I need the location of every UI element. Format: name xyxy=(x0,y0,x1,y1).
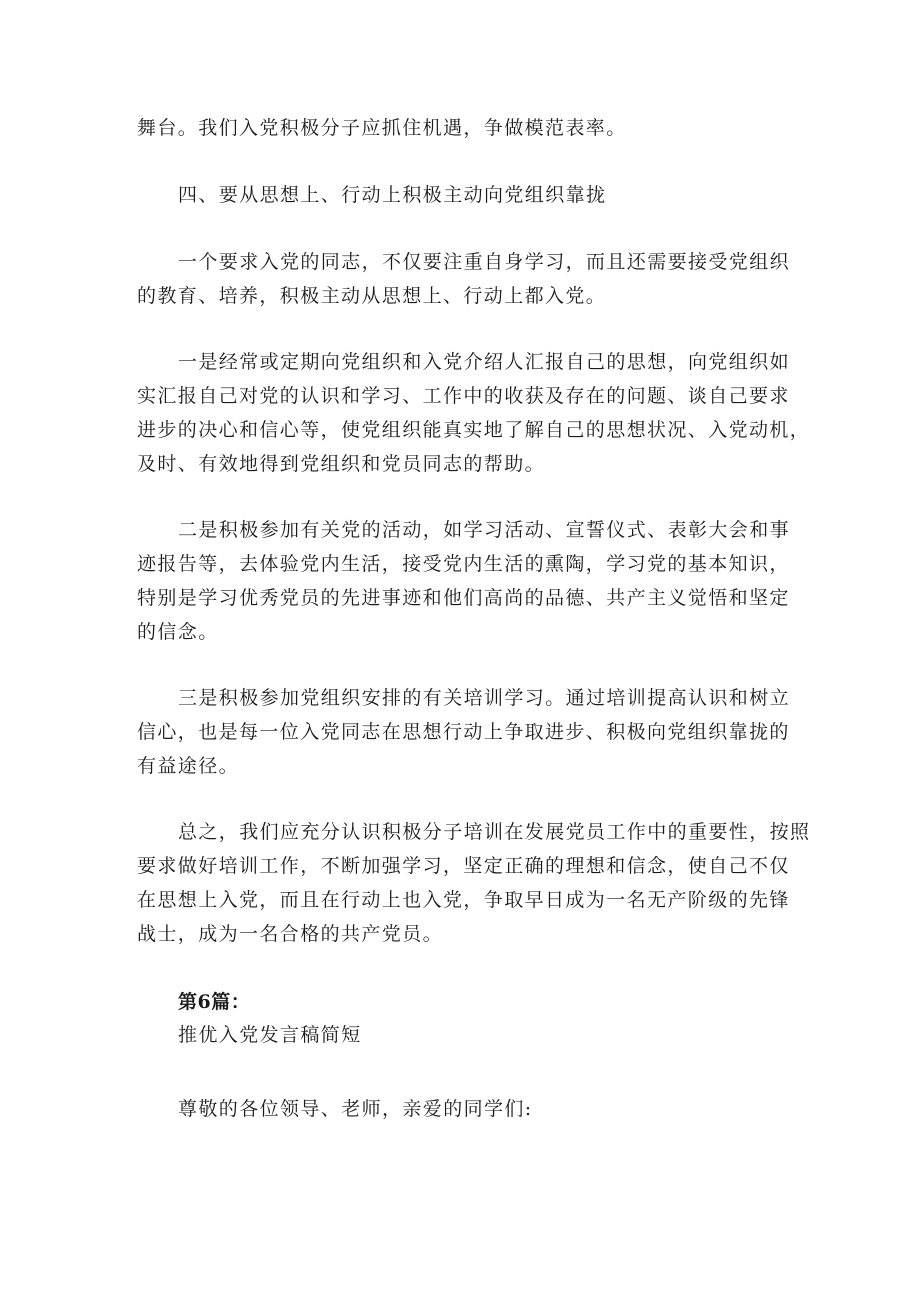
paragraph-line: 一是经常或定期向党组织和入党介绍人汇报自己的思想，向党组织如 xyxy=(178,351,791,373)
paragraph-line: 一个要求入党的同志，不仅要注重自身学习，而且还需要接受党组织 xyxy=(178,251,791,273)
paragraph-line: 总之，我们应充分认识积极分子培训在发展党员工作中的重要性，按照 xyxy=(178,821,811,843)
paragraph-line: 迹报告等，去体验党内生活，接受党内生活的熏陶，学习党的基本知识， xyxy=(137,553,790,575)
paragraph-line: 及时、有效地得到党组织和党员同志的帮助。 xyxy=(137,453,546,475)
section-label: 第6篇： xyxy=(178,991,251,1013)
paragraph-line: 战士，成为一名合格的共产党员。 xyxy=(137,923,444,945)
section-title: 推优入党发言稿简短 xyxy=(178,1024,362,1046)
paragraph-line: 三是积极参加党组织安排的有关培训学习。通过培训提高认识和树立 xyxy=(178,687,791,709)
paragraph-line: 二是积极参加有关党的活动，如学习活动、宣誓仪式、表彰大会和事 xyxy=(178,519,791,541)
paragraph-line: 的信念。 xyxy=(137,621,219,643)
paragraph-line: 的教育、培养，积极主动从思想上、行动上都入党。 xyxy=(137,285,607,307)
paragraph-line: 信心，也是每一位入党同志在思想行动上争取进步、积极向党组织靠拢的 xyxy=(137,721,790,743)
paragraph-line: 在思想上入党，而且在行动上也入党，争取早日成为一名无产阶级的先锋 xyxy=(137,889,790,911)
paragraph-line: 要求做好培训工作，不断加强学习，坚定正确的理想和信念，使自己不仅 xyxy=(137,855,790,877)
paragraph-line: 舞台。我们入党积极分子应抓住机遇，争做模范表率。 xyxy=(137,117,627,139)
salutation: 尊敬的各位领导、老师，亲爱的同学们: xyxy=(178,1098,533,1120)
paragraph-line: 特别是学习优秀党员的先进事迹和他们高尚的品德、共产主义觉悟和坚定 xyxy=(137,587,790,609)
paragraph-line: 实汇报自己对党的认识和学习、工作中的收获及存在的问题、谈自己要求 xyxy=(137,385,790,407)
paragraph-line: 进步的决心和信心等，使党组织能真实地了解自己的思想状况、入党动机， xyxy=(137,419,811,441)
paragraph-line: 有益途径。 xyxy=(137,755,240,777)
section-heading: 四、要从思想上、行动上积极主动向党组织靠拢 xyxy=(178,184,607,206)
